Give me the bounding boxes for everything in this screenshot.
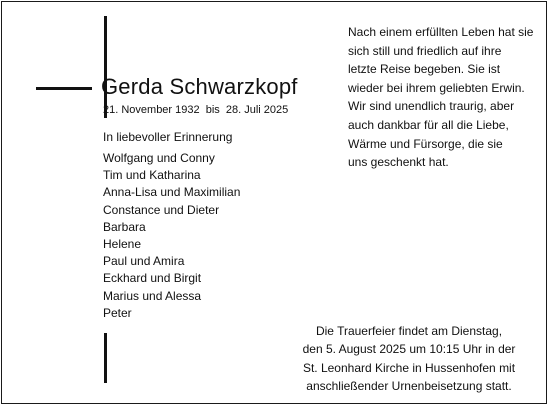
service-line: St. Leonhard Kirche in Hussenhofen mit (302, 360, 516, 375)
verse-line: auch dankbar für all die Liebe, (348, 117, 509, 132)
verse-line: uns geschenkt hat. (348, 155, 449, 170)
verse-line: sich still und friedlich auf ihre (348, 43, 502, 58)
life-dates: 21. November 1932 bis 28. Juli 2025 (103, 104, 289, 116)
mourner-name: Peter (103, 305, 132, 320)
mourner-name: Barbara (103, 219, 146, 234)
verse-line: Nach einem erfüllten Leben hat sie (348, 25, 534, 39)
verse-line: letzte Reise begeben. Sie ist (348, 62, 501, 77)
mourner-name: Helene (103, 237, 142, 252)
mourner-name: Paul und Amira (103, 254, 185, 269)
mourner-name: Constance und Dieter (103, 202, 220, 217)
service-line: anschließender Urnenbeisetzung statt. (306, 378, 512, 393)
memorial-verse (348, 23, 544, 172)
deceased-name: Gerda Schwarzkopf (101, 74, 298, 99)
verse-line: wieder bei ihrem geliebten Erwin. (348, 80, 525, 95)
verse-line: Wärme und Fürsorge, die sie (348, 136, 503, 151)
mourner-name: Eckhard und Birgit (103, 271, 202, 286)
mourner-name: Wolfgang und Conny (103, 151, 215, 165)
service-line: den 5. August 2025 um 10:15 Uhr in der (302, 342, 516, 357)
verse-line: Wir sind unendlich traurig, aber (348, 99, 515, 114)
decorative-bar (104, 333, 107, 383)
funeral-service-info (294, 322, 524, 395)
memory-heading: In liebevoller Erinnerung (103, 130, 233, 144)
mourner-name: Marius und Alessa (103, 288, 202, 303)
cross-horizontal-bar (36, 87, 92, 90)
mourner-name: Tim und Katharina (103, 168, 201, 183)
service-line: Die Trauerfeier findet am Dienstag, (315, 324, 503, 338)
mourners-list (103, 150, 240, 322)
mourner-name: Anna-Lisa und Maximilian (103, 185, 241, 200)
